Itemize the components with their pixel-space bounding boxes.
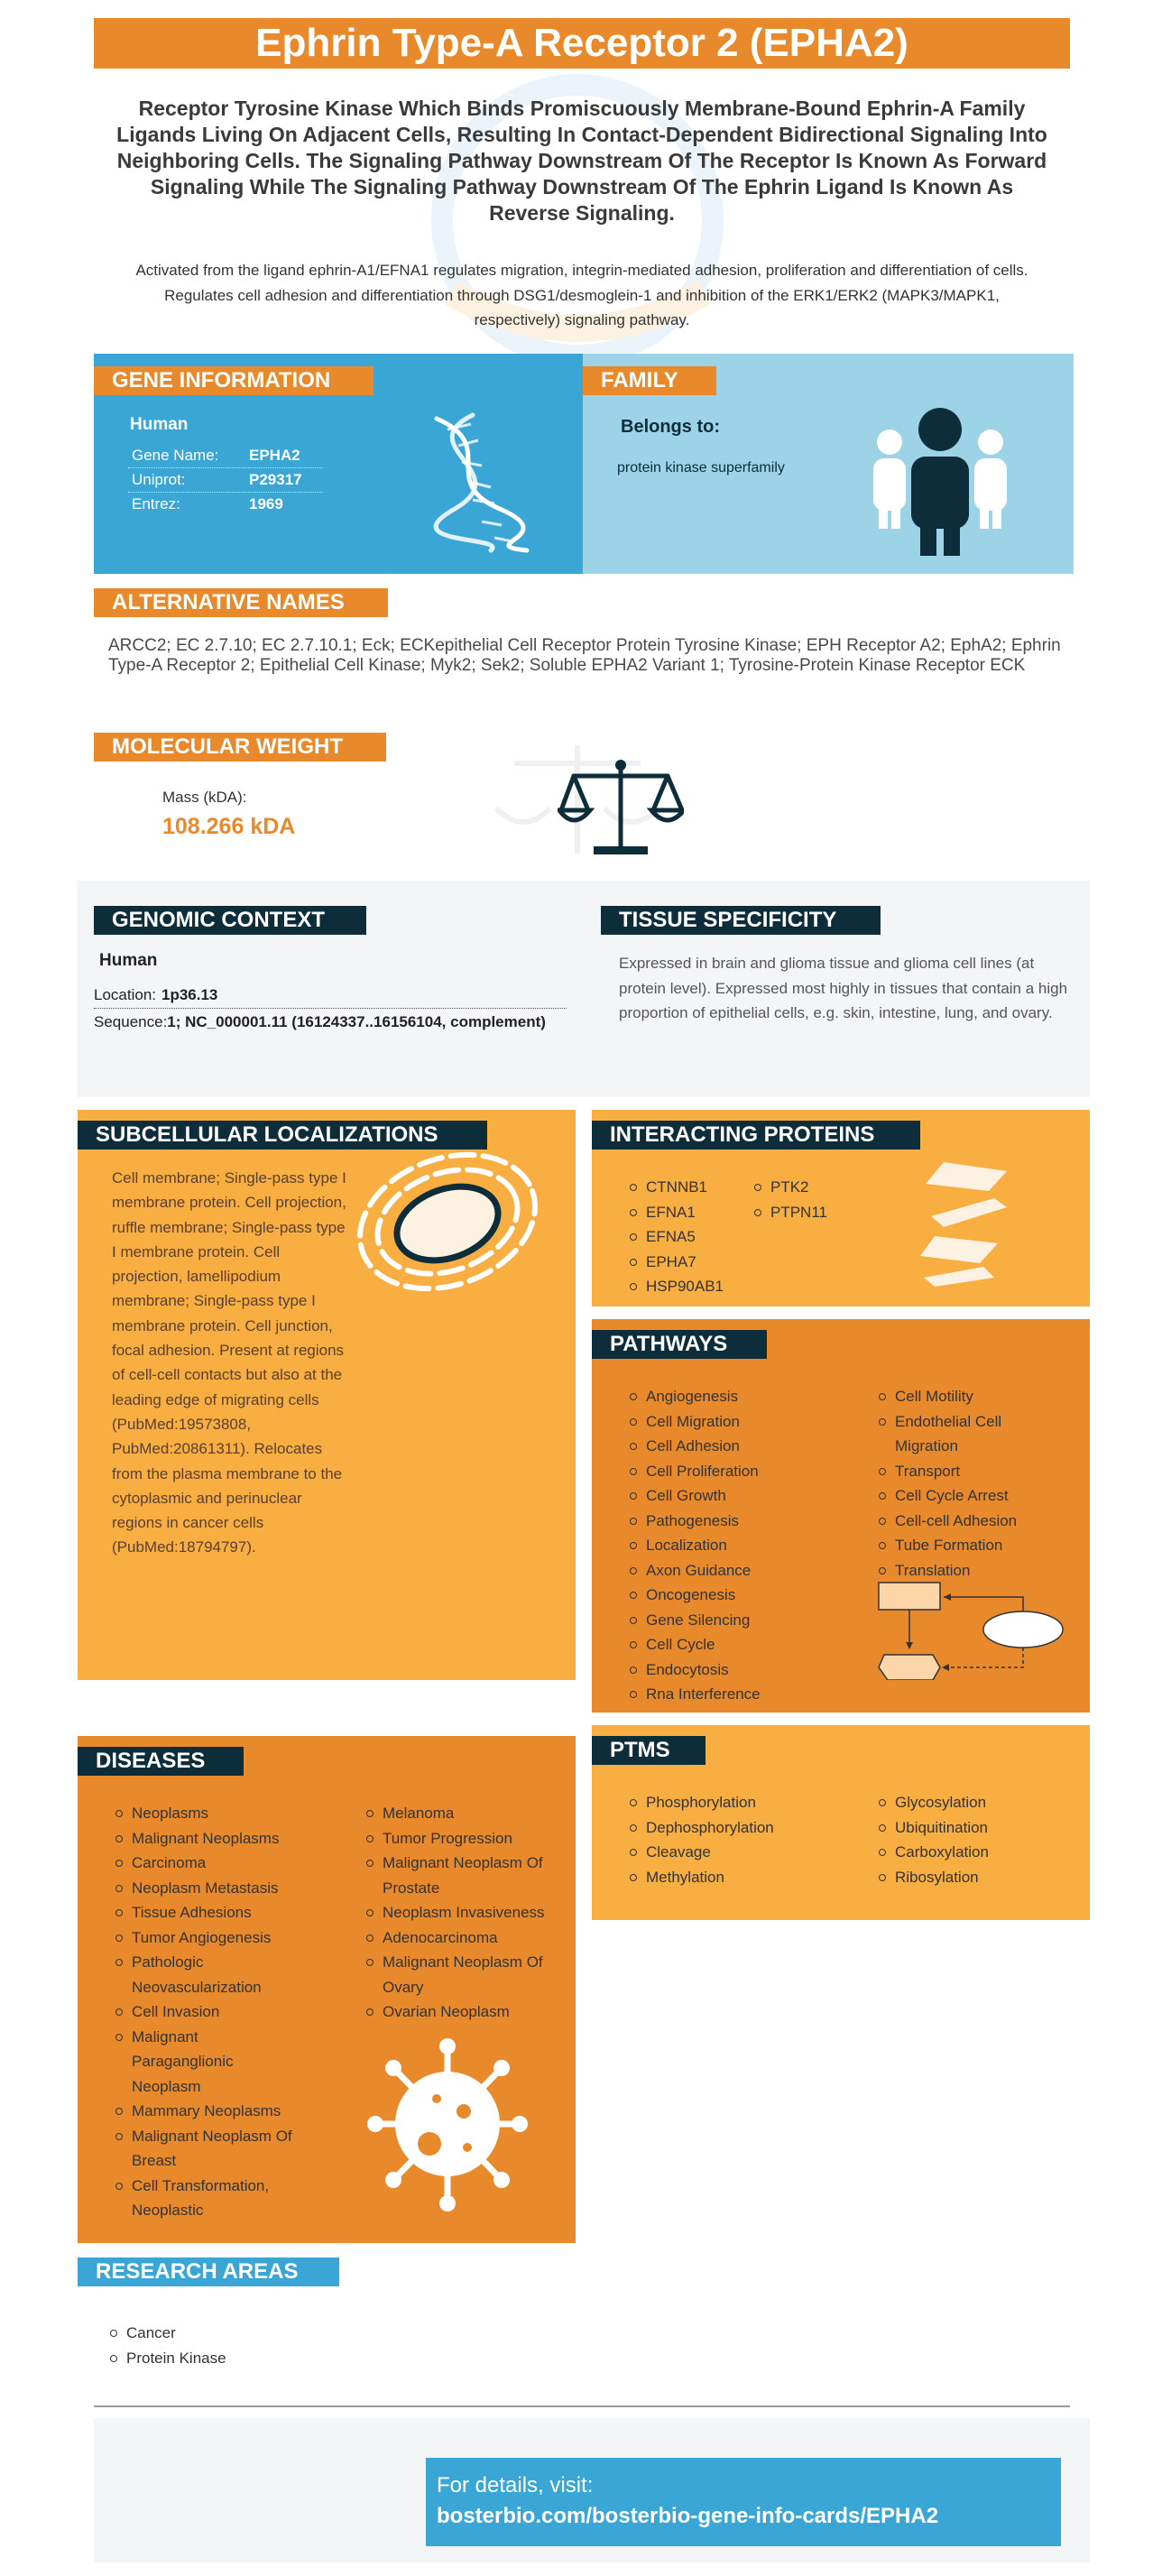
pathways-panel <box>592 1319 1090 1713</box>
list-item: CTNNB1 <box>628 1175 724 1200</box>
list-item: Dephosphorylation <box>628 1815 774 1841</box>
list-item: Neoplasms <box>114 1801 348 1826</box>
list-item: Glycosylation <box>877 1790 989 1815</box>
subcellular-text: Cell membrane; Single-pass type I membrane protein. Cell projection, ruffle membrane; Single-pass type I membrane protein. Cell projection, lamellipodium membrane; Single-pass type I membrane protein. Cell junction, focal adhesion. Present at regions of cell-cell contacts but also at the leading edge of migrating cells (PubMed:19573808, PubMed:20861311). Relocates from the plasma membrane to the cytoplasmic and perinuclear regions in cancer cells (PubMed:18794797). <box>112 1169 346 1556</box>
genomic-context-heading: GENOMIC CONTEXT <box>94 906 366 935</box>
family-text: protein kinase superfamily <box>617 460 785 475</box>
list-item: Malignant Neoplasm Of Breast <box>114 2124 321 2174</box>
list-item: Carcinoma <box>114 1851 348 1876</box>
family-people-icon <box>870 408 1014 561</box>
list-item: Malignant Neoplasms <box>114 1826 348 1851</box>
gene-row-value: 1969 <box>249 495 283 512</box>
diseases-heading: DISEASES <box>78 1747 244 1776</box>
page-title: Ephrin Type-A Receptor 2 (EPHA2) <box>94 18 1070 69</box>
list-item: Methylation <box>628 1865 774 1890</box>
research-areas-heading: RESEARCH AREAS <box>78 2257 339 2286</box>
list-item: HSP90AB1 <box>628 1274 724 1299</box>
gene-row-name <box>128 444 323 468</box>
list-item: Tumor Angiogenesis <box>114 1925 348 1951</box>
pathways-list-col1 <box>628 1384 872 1707</box>
alternative-names-text: ARCC2; EC 2.7.10; EC 2.7.10.1; Eck; ECKepithelial Cell Receptor Protein Tyrosine Kinase; EPH Receptor A2; EphA2; Ephrin Type-A Receptor 2; Epithelial Cell Kinase; Myk2; Sek2; Soluble EPHA2 Variant 1; Tyrosine-Protein Kinase Receptor ECK <box>108 636 1061 675</box>
list-item: Cell Transformation, Neoplastic <box>114 2174 321 2223</box>
genomic-location-label: Location: <box>94 986 156 1003</box>
gene-row-value: P29317 <box>249 471 302 488</box>
genomic-species: Human <box>99 951 158 970</box>
genomic-sequence-value: 1; NC_000001.11 (16124337..16156104, complement) <box>167 1013 546 1030</box>
ptms-list-col2 <box>877 1790 989 1889</box>
list-item: Oncogenesis <box>628 1583 872 1608</box>
gene-row-label: Entrez: <box>132 495 180 512</box>
tissue-specificity-heading: TISSUE SPECIFICITY <box>601 906 881 935</box>
list-item: Neoplasm Metastasis <box>114 1876 348 1901</box>
list-item: Cell Proliferation <box>628 1459 872 1484</box>
gene-row-label: Gene Name: <box>132 447 219 464</box>
list-item: EFNA5 <box>628 1224 724 1250</box>
family-panel <box>583 354 1074 574</box>
list-item: Ubiquitination <box>877 1815 989 1841</box>
list-item: Ribosylation <box>877 1865 989 1890</box>
family-belongs-label: Belongs to: <box>621 417 720 437</box>
list-item: Cleavage <box>628 1840 774 1865</box>
list-item: Tube Formation <box>877 1533 1057 1558</box>
list-item: Translation <box>877 1558 1057 1583</box>
pathways-list-col2 <box>877 1384 1057 1583</box>
footer-divider <box>94 2405 1070 2407</box>
list-item: Cancer <box>108 2321 226 2346</box>
gene-information-heading: GENE INFORMATION <box>94 366 374 395</box>
list-item: Endocytosis <box>628 1657 872 1683</box>
ptms-panel <box>592 1725 1090 1920</box>
dna-helix-icon <box>419 410 554 554</box>
pathways-heading: PATHWAYS <box>592 1330 767 1359</box>
headline: Receptor Tyrosine Kinase Which Binds Promiscuously Membrane-Bound Ephrin-A Family Ligands Living On Adjacent Cells, Resulting In Contact-Dependent Bidirectional Signaling Into Neighboring Cells. The Signaling Pathway Downstream Of The Receptor Is Known As Forward Signaling While The Signaling Pathway Downstream Of The Ephrin Ligand Is Known As Reverse Signaling. <box>116 97 1047 225</box>
list-item: Cell Migration <box>628 1409 872 1435</box>
genomic-location-row <box>94 982 567 1009</box>
family-heading: FAMILY <box>583 366 716 395</box>
gene-row-uniprot <box>128 468 323 493</box>
research-areas-list <box>108 2321 226 2370</box>
gene-row-value: EPHA2 <box>249 447 300 464</box>
diseases-list-col1 <box>114 1801 348 2223</box>
interacting-proteins-panel <box>592 1110 1090 1306</box>
gene-row-entrez <box>128 493 323 517</box>
summary-text: Activated from the ligand ephrin-A1/EFNA1 regulates migration, integrin-mediated adhesion, proliferation and differentiation of cells. Regulates cell adhesion and differentiation through DSG1/desmoglein-1 and inhibition of the ERK1/ERK2 (MAPK3/MAPK1, respectively) signaling pathway. <box>135 262 1028 328</box>
ribbon-protein-icon <box>908 1153 1025 1288</box>
details-link-label: For details, visit: <box>437 2473 594 2498</box>
list-item: Mammary Neoplasms <box>114 2099 348 2124</box>
list-item: Tumor Progression <box>364 1826 563 1851</box>
list-item: PTK2 <box>752 1175 827 1200</box>
list-item: Melanoma <box>364 1801 563 1826</box>
list-item: Cell Cycle Arrest <box>877 1483 1057 1509</box>
list-item: Neoplasm Invasiveness <box>364 1900 563 1925</box>
list-item: Malignant Neoplasm Of Prostate <box>364 1851 563 1900</box>
list-item: EFNA1 <box>628 1200 724 1225</box>
molecular-weight-heading: MOLECULAR WEIGHT <box>94 733 386 762</box>
list-item: Pathogenesis <box>628 1509 872 1534</box>
list-item: PTPN11 <box>752 1200 827 1225</box>
ptms-heading: PTMS <box>592 1736 706 1765</box>
list-item: Cell Invasion <box>114 1999 348 2025</box>
list-item: Cell Cycle <box>628 1632 872 1657</box>
interacting-proteins-heading: INTERACTING PROTEINS <box>592 1121 920 1150</box>
list-item: Cell-cell Adhesion <box>877 1509 1057 1534</box>
genomic-context-panel <box>78 881 1090 1097</box>
list-item: Malignant Neoplasm Of Ovary <box>364 1950 563 1999</box>
list-item: Carboxylation <box>877 1840 989 1865</box>
ptms-list-col1 <box>628 1790 774 1889</box>
list-item: Endothelial Cell Migration <box>877 1409 1057 1459</box>
diseases-panel <box>78 1736 576 2243</box>
subcellular-localizations-panel <box>78 1110 576 1680</box>
list-item: Axon Guidance <box>628 1558 872 1583</box>
list-item: Malignant Paraganglionic Neoplasm <box>114 2025 267 2100</box>
list-item: Localization <box>628 1533 872 1558</box>
alternative-names-heading: ALTERNATIVE NAMES <box>94 588 388 617</box>
gene-species: Human <box>130 415 189 434</box>
list-item: Protein Kinase <box>108 2346 226 2371</box>
genomic-sequence-label: Sequence: <box>94 1013 168 1030</box>
genomic-sequence-row <box>94 1009 567 1036</box>
virus-icon <box>366 2034 529 2214</box>
gene-row-label: Uniprot: <box>132 471 186 488</box>
list-item: Cell Motility <box>877 1384 1057 1409</box>
subcellular-heading: SUBCELLULAR LOCALIZATIONS <box>78 1121 487 1150</box>
interacting-list-col1 <box>628 1175 724 1299</box>
list-item: Adenocarcinoma <box>364 1925 563 1951</box>
balance-scale-icon <box>558 756 684 861</box>
details-link[interactable] <box>426 2458 1061 2546</box>
list-item: Cell Growth <box>628 1483 872 1509</box>
mass-label: Mass (kDA): <box>162 789 247 806</box>
mass-value: 108.266 kDA <box>162 814 296 839</box>
list-item: Rna Interference <box>628 1682 872 1707</box>
list-item: Angiogenesis <box>628 1384 872 1409</box>
diseases-list-col2 <box>364 1801 563 2025</box>
mitochondria-icon <box>348 1150 547 1294</box>
genomic-location-value: 1p36.13 <box>161 986 218 1003</box>
list-item: Cell Adhesion <box>628 1434 872 1459</box>
list-item: Phosphorylation <box>628 1790 774 1815</box>
list-item: Pathologic Neovascularization <box>114 1950 303 1999</box>
flow-diagram-icon <box>877 1581 1066 1680</box>
tissue-specificity-text: Expressed in brain and glioma tissue and glioma cell lines (at protein level). Expressed most highly in tissues that contain a high proportion of epithelial cells, e.g. skin, intestine, lung, and ovary. <box>619 955 1068 1021</box>
interacting-list-col2 <box>752 1175 827 1224</box>
list-item: Tissue Adhesions <box>114 1900 348 1925</box>
gene-information-panel <box>94 354 583 574</box>
list-item: Gene Silencing <box>628 1608 872 1633</box>
list-item: Ovarian Neoplasm <box>364 1999 563 2025</box>
list-item: EPHA7 <box>628 1250 724 1275</box>
list-item: Transport <box>877 1459 1057 1484</box>
details-link-url[interactable]: bosterbio.com/bosterbio-gene-info-cards/EPHA2 <box>437 2504 939 2528</box>
